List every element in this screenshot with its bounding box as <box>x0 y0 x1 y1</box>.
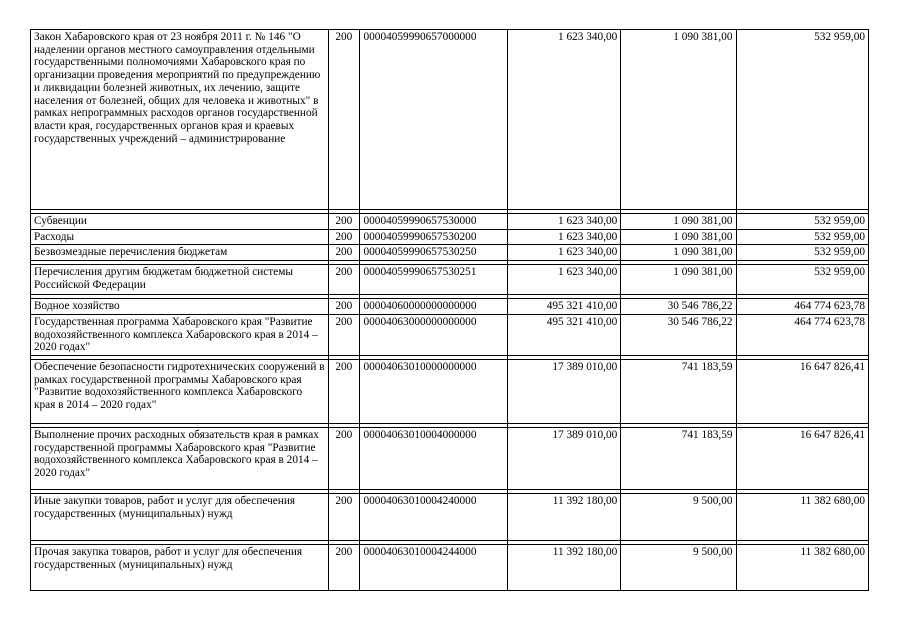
table-row <box>31 299 869 315</box>
table-row <box>31 245 869 261</box>
executed-amount-cell: 1 090 381,00 <box>621 265 736 295</box>
remaining-amount-cell: 464 774 623,78 <box>736 314 868 355</box>
remaining-amount-cell: 532 959,00 <box>736 214 868 230</box>
budget-classification-code-cell: 00004059990657530000 <box>359 214 508 230</box>
approved-amount-cell: 495 321 410,00 <box>508 314 621 355</box>
budget-classification-code-cell: 00004059990657000000 <box>359 30 508 210</box>
executed-amount-cell: 9 500,00 <box>621 544 736 590</box>
budget-classification-code-cell: 00004060000000000000 <box>359 299 508 315</box>
executed-amount-cell: 741 183,59 <box>621 359 736 423</box>
expense-name-cell: Закон Хабаровского края от 23 ноября 2011 г. № 146 "О наделении органов местного самоуправления отдельными государственными полномочиями Хабаровского края по организации проведения мероприятий по предупреждению и ликвидации болезней животных, их лечению, защите населения от болезней, общих для человека и животных" в рамках непрограммных расходов органов государственной власти края, государственных органов края и краевых государственных учреждений – администрирование <box>31 30 329 210</box>
approved-amount-cell: 17 389 010,00 <box>508 359 621 423</box>
budget-execution-table <box>30 29 869 591</box>
line-code-cell: 200 <box>329 30 359 210</box>
line-code-cell: 200 <box>329 427 359 489</box>
table-row <box>31 359 869 423</box>
table-row <box>31 30 869 210</box>
table-row <box>31 314 869 355</box>
table-row <box>31 214 869 230</box>
approved-amount-cell: 1 623 340,00 <box>508 30 621 210</box>
executed-amount-cell: 1 090 381,00 <box>621 30 736 210</box>
remaining-amount-cell: 11 382 680,00 <box>736 493 868 540</box>
expense-name-cell: Государственная программа Хабаровского края "Развитие водохозяйственного комплекса Хабаровского края в 2014 – 2020 годах" <box>31 314 329 355</box>
expense-name-cell: Водное хозяйство <box>31 299 329 315</box>
remaining-amount-cell: 16 647 826,41 <box>736 359 868 423</box>
budget-classification-code-cell: 00004059990657530251 <box>359 265 508 295</box>
executed-amount-cell: 30 546 786,22 <box>621 299 736 315</box>
remaining-amount-cell: 532 959,00 <box>736 245 868 261</box>
expense-name-cell: Субвенции <box>31 214 329 230</box>
expense-name-cell: Обеспечение безопасности гидротехнических сооружений в рамках государственной программы Хабаровского края "Развитие водохозяйственного комплекса Хабаровского края в 2014 – 2020 годах" <box>31 359 329 423</box>
budget-classification-code-cell: 00004059990657530200 <box>359 229 508 245</box>
executed-amount-cell: 9 500,00 <box>621 493 736 540</box>
expense-name-cell: Прочая закупка товаров, работ и услуг для обеспечения государственных (муниципальных) нужд <box>31 544 329 590</box>
table-row <box>31 493 869 540</box>
line-code-cell: 200 <box>329 314 359 355</box>
expense-name-cell: Иные закупки товаров, работ и услуг для обеспечения государственных (муниципальных) нужд <box>31 493 329 540</box>
table-row <box>31 427 869 489</box>
line-code-cell: 200 <box>329 265 359 295</box>
remaining-amount-cell: 532 959,00 <box>736 229 868 245</box>
approved-amount-cell: 1 623 340,00 <box>508 245 621 261</box>
table-row <box>31 544 869 590</box>
approved-amount-cell: 17 389 010,00 <box>508 427 621 489</box>
remaining-amount-cell: 16 647 826,41 <box>736 427 868 489</box>
table-row <box>31 265 869 295</box>
budget-classification-code-cell: 00004063010004240000 <box>359 493 508 540</box>
remaining-amount-cell: 532 959,00 <box>736 30 868 210</box>
line-code-cell: 200 <box>329 229 359 245</box>
budget-classification-code-cell: 00004063000000000000 <box>359 314 508 355</box>
line-code-cell: 200 <box>329 245 359 261</box>
executed-amount-cell: 1 090 381,00 <box>621 229 736 245</box>
line-code-cell: 200 <box>329 299 359 315</box>
line-code-cell: 200 <box>329 493 359 540</box>
budget-classification-code-cell: 00004063010004000000 <box>359 427 508 489</box>
executed-amount-cell: 741 183,59 <box>621 427 736 489</box>
executed-amount-cell: 1 090 381,00 <box>621 245 736 261</box>
line-code-cell: 200 <box>329 359 359 423</box>
approved-amount-cell: 1 623 340,00 <box>508 229 621 245</box>
expense-name-cell: Расходы <box>31 229 329 245</box>
approved-amount-cell: 11 392 180,00 <box>508 544 621 590</box>
table-body <box>31 30 869 591</box>
budget-classification-code-cell: 00004063010000000000 <box>359 359 508 423</box>
table-row <box>31 229 869 245</box>
executed-amount-cell: 30 546 786,22 <box>621 314 736 355</box>
executed-amount-cell: 1 090 381,00 <box>621 214 736 230</box>
approved-amount-cell: 11 392 180,00 <box>508 493 621 540</box>
approved-amount-cell: 1 623 340,00 <box>508 265 621 295</box>
remaining-amount-cell: 11 382 680,00 <box>736 544 868 590</box>
line-code-cell: 200 <box>329 214 359 230</box>
budget-classification-code-cell: 00004059990657530250 <box>359 245 508 261</box>
expense-name-cell: Перечисления другим бюджетам бюджетной системы Российской Федерации <box>31 265 329 295</box>
expense-name-cell: Выполнение прочих расходных обязательств края в рамках государственной программы Хабаровского края "Развитие водохозяйственного комплекса Хабаровского края в 2014 – 2020 годах" <box>31 427 329 489</box>
remaining-amount-cell: 532 959,00 <box>736 265 868 295</box>
remaining-amount-cell: 464 774 623,78 <box>736 299 868 315</box>
approved-amount-cell: 495 321 410,00 <box>508 299 621 315</box>
line-code-cell: 200 <box>329 544 359 590</box>
expense-name-cell: Безвозмездные перечисления бюджетам <box>31 245 329 261</box>
budget-classification-code-cell: 00004063010004244000 <box>359 544 508 590</box>
approved-amount-cell: 1 623 340,00 <box>508 214 621 230</box>
